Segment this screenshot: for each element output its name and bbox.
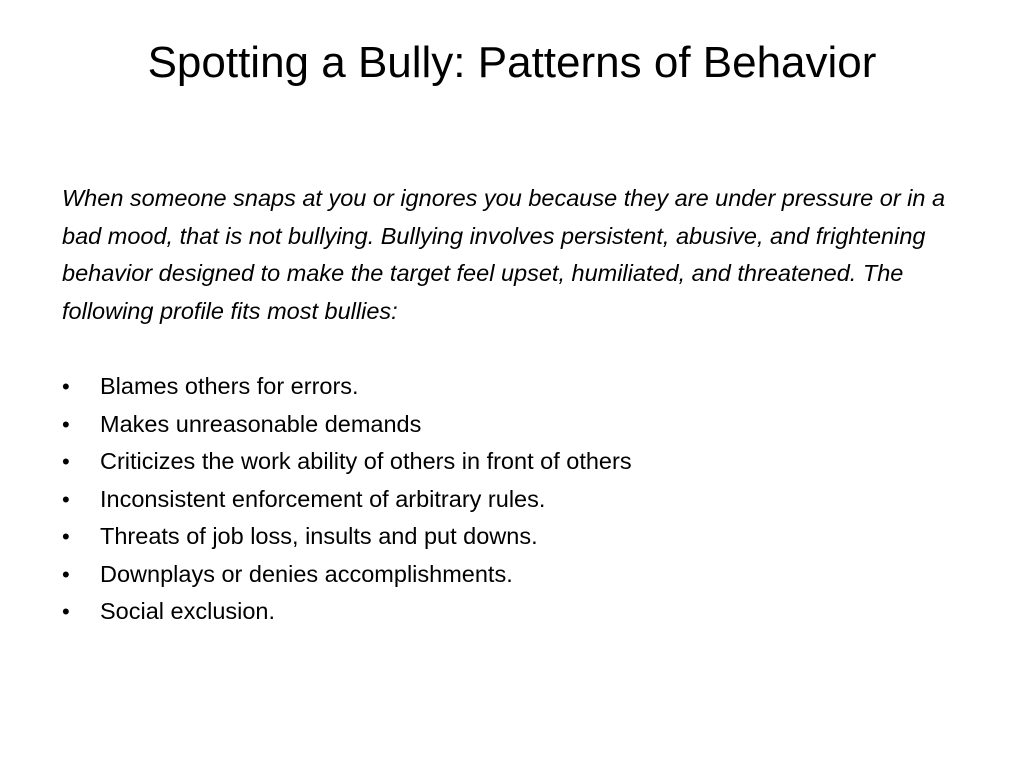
list-item	[62, 518, 962, 556]
list-item	[62, 443, 962, 481]
bullet-icon: •	[62, 561, 70, 587]
bullet-icon: •	[62, 486, 70, 512]
list-item-text: Criticizes the work ability of others in front of others	[100, 448, 632, 474]
bullet-list	[62, 368, 962, 631]
slide-body	[62, 180, 962, 631]
bullet-icon: •	[62, 524, 70, 549]
list-item-text: Blames others for errors.	[100, 373, 359, 399]
list-item-text: Threats of job loss, insults and put downs.	[100, 523, 538, 549]
list-item-text: Makes unreasonable demands	[100, 410, 422, 437]
list-item	[62, 556, 962, 594]
intro-paragraph: When someone snaps at you or ignores you because they are under pressure or in a bad mood, that is not bullying. Bullying involves persistent, abusive, and frightening behavior designed to make the target feel upset, humiliated, and threatened. The following profile fits most bullies:	[62, 185, 946, 324]
bullet-icon: •	[62, 411, 70, 437]
list-item	[62, 368, 962, 406]
list-item-text: Inconsistent enforcement of arbitrary rules.	[100, 485, 546, 512]
list-item	[62, 481, 962, 519]
list-item	[62, 593, 962, 631]
bullet-icon: •	[62, 374, 70, 399]
bullet-icon: •	[62, 599, 70, 624]
bullet-icon: •	[62, 449, 70, 474]
list-item-text: Downplays or denies accomplishments.	[100, 560, 513, 587]
list-item-text: Social exclusion.	[100, 598, 276, 624]
slide-title: Spotting a Bully: Patterns of Behavior	[147, 38, 877, 87]
list-item	[62, 406, 962, 444]
